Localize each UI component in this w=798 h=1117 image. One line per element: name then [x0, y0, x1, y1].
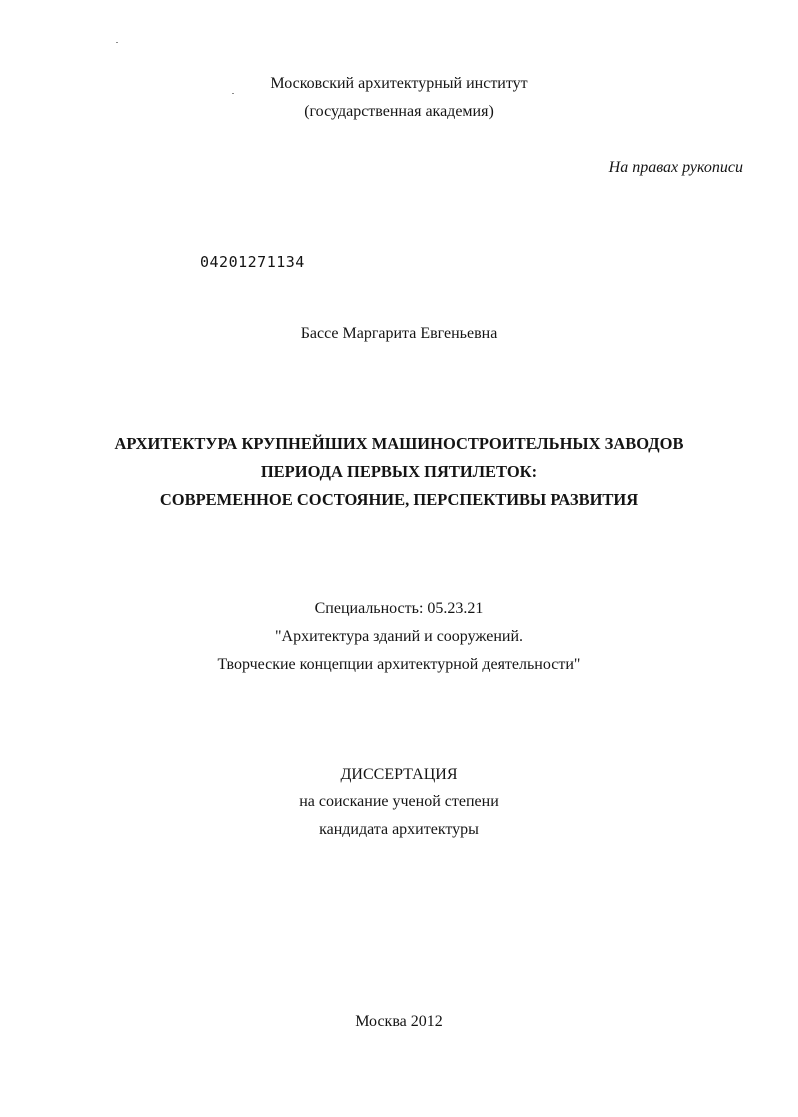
- title-line-1: АРХИТЕКТУРА КРУПНЕЙШИХ МАШИНОСТРОИТЕЛЬНЫХ ЗАВОДОВ: [114, 434, 684, 453]
- degree-purpose: на соискание ученой степени: [299, 793, 499, 810]
- registration-number: 04201271134: [200, 253, 305, 271]
- specialty-name-line-2: Творческие концепции архитектурной деятельности": [217, 656, 581, 673]
- institute-status: (государственная академия): [304, 103, 494, 120]
- degree-name: кандидата архитектуры: [319, 821, 479, 838]
- title-line-3: СОВРЕМЕННОЕ СОСТОЯНИЕ, ПЕРСПЕКТИВЫ РАЗВИТИЯ: [159, 490, 639, 509]
- manuscript-note: На правах рукописи: [608, 159, 743, 176]
- title-line-2: ПЕРИОДА ПЕРВЫХ ПЯТИЛЕТОК:: [260, 462, 538, 481]
- institute-name: Московский архитектурный институт: [270, 75, 528, 92]
- specialty-name-line-1: "Архитектура зданий и сооружений.: [274, 628, 524, 645]
- document-type: ДИССЕРТАЦИЯ: [340, 766, 458, 783]
- city-year: Москва 2012: [355, 1013, 443, 1030]
- author-name: Бассе Маргарита Евгеньевна: [300, 325, 498, 342]
- scan-speck: [116, 42, 118, 43]
- specialty-code: Специальность: 05.23.21: [314, 600, 484, 617]
